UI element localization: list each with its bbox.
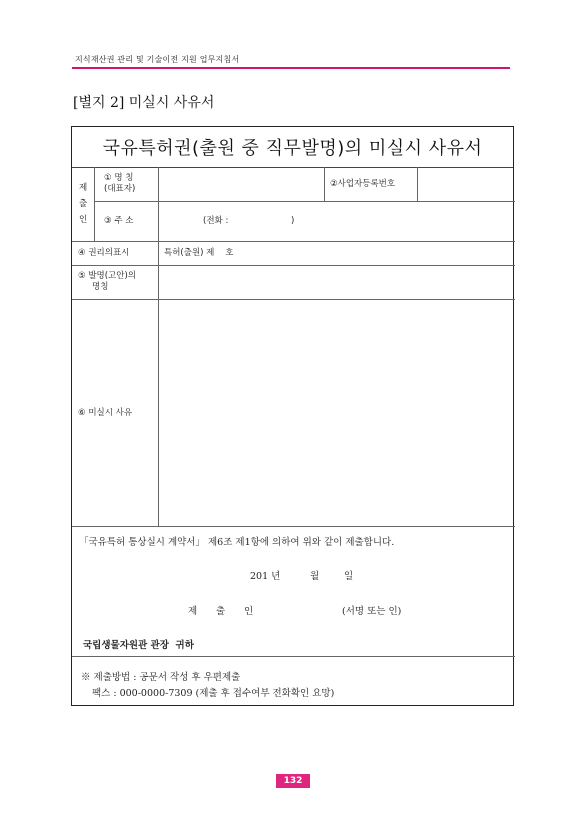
col-divider-applicant-section [94,167,95,241]
rights-value[interactable]: 특허(출원) 제 호 [164,248,234,258]
reason-label: ⑥ 미실시 사유 [78,408,133,418]
date-year: 201 년 [250,571,281,582]
applicant-section-char-3: 인 [79,215,88,225]
col-divider-label [158,167,159,526]
row-divider-invention [72,299,515,300]
fax-note: 팩스 : 000-0000-7309 (제출 후 접수여부 전화확인 요망) [92,688,335,699]
applicant-section-char-1: 제 [79,183,88,193]
invention-field[interactable] [160,267,513,297]
declaration: 「국유특허 통상실시 계약서」 제6조 제1항에 의하여 위와 같이 제출합니다. [79,537,395,548]
row-divider-recipient [72,656,515,657]
address-label: ③ 주 소 [104,216,134,226]
invention-label-line2: 명칭 [92,282,109,292]
phone-label: (전화 : [203,216,229,226]
col-divider-business-reg-left [324,167,325,201]
date-month: 월 [310,571,320,582]
running-header: 지식재산권 관리 및 기술이전 지원 업무지침서 [75,55,240,64]
invention-label: ⑤ 발명(고안)의 [78,271,137,281]
business-reg-field[interactable] [419,169,513,199]
recipient: 국립생물자원관 관장 귀하 [83,640,194,651]
row-divider-reason [72,526,515,527]
row-divider-rights [72,265,515,266]
phone-close: ) [291,216,295,226]
name-field[interactable] [160,169,322,199]
submission-note: ※ 제출방법 : 공문서 작성 후 우편제출 [81,672,241,683]
col-divider-business-reg-right [417,167,418,201]
date-day: 일 [344,571,354,582]
row-divider-applicant-address [72,241,515,242]
signature-char-3: 인 [244,606,254,617]
business-reg-label: ②사업자등록번호 [330,179,396,189]
signature-note: (서명 또는 인) [342,606,402,617]
representative-label: (대표자) [104,184,136,194]
form-label: [별지 2] 미실시 사유서 [73,95,215,111]
form-title: 국유특허권(출원 중 직무발명)의 미실시 사유서 [72,127,513,168]
rights-label: ④ 권리의표시 [78,248,130,258]
form-box [71,126,514,706]
page-number: 132 [276,774,310,788]
signature-char-2: 출 [216,606,226,617]
applicant-section-char-2: 출 [79,199,88,209]
header-rule [72,67,510,69]
name-label: ① 명 칭 [104,173,134,183]
signature-char-1: 제 [188,606,198,617]
reason-field[interactable] [160,301,513,524]
